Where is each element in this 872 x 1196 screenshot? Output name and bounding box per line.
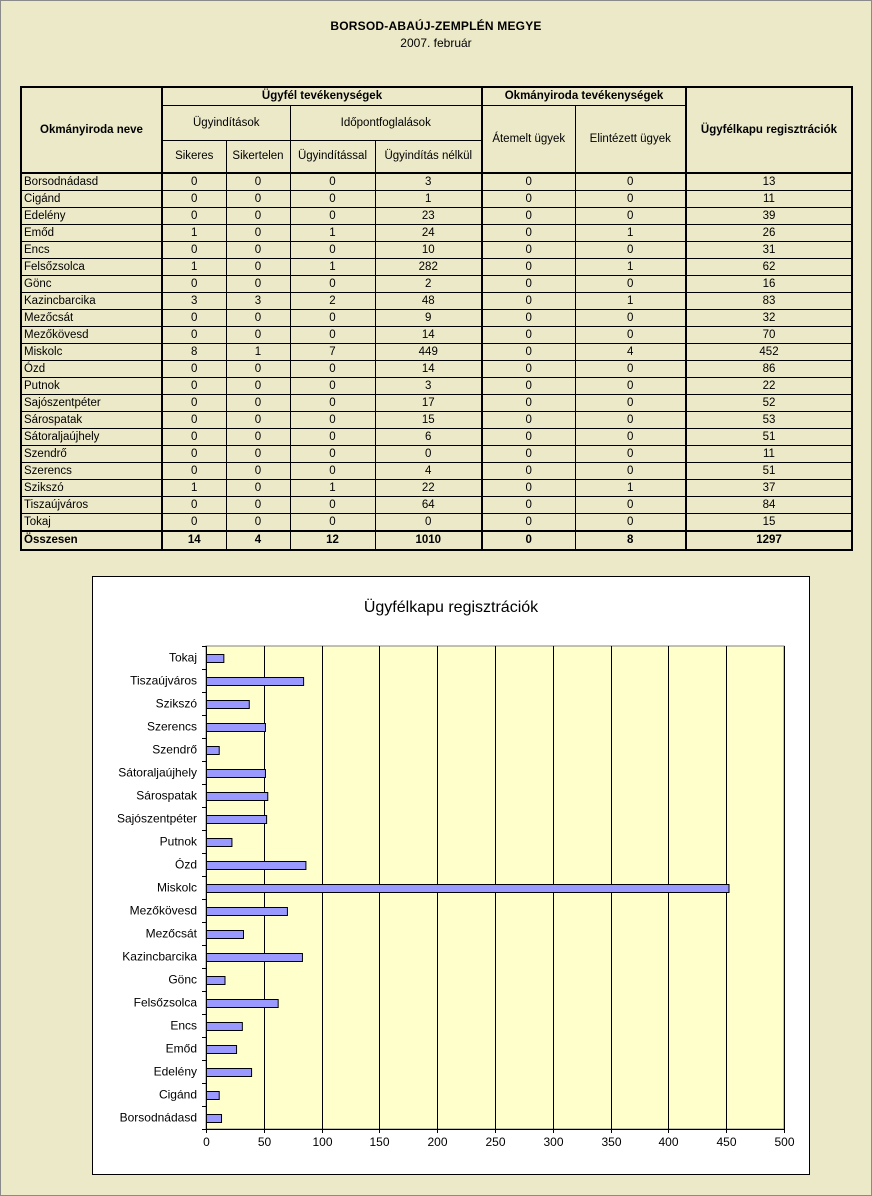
table-row — [21, 395, 852, 412]
sub-initiations: Ügyindítások — [162, 105, 290, 140]
value-cell: 0 — [482, 497, 575, 514]
col-fail: Sikertelen — [226, 140, 290, 173]
y-category-label: Kazincbarcika — [122, 949, 197, 964]
value-cell: 0 — [226, 310, 290, 327]
value-cell: 0 — [162, 361, 226, 378]
bar — [207, 770, 266, 778]
value-cell: 1 — [162, 259, 226, 276]
value-cell: 11 — [686, 191, 852, 208]
value-cell: 0 — [290, 514, 375, 532]
value-cell: 0 — [226, 242, 290, 259]
value-cell: 32 — [686, 310, 852, 327]
table-row — [21, 378, 852, 395]
table-row — [21, 310, 852, 327]
value-cell: 0 — [226, 361, 290, 378]
sub-appointments: Időpontfoglalások — [290, 105, 482, 140]
value-cell: 0 — [226, 208, 290, 225]
office-name-cell: Mezőcsát — [21, 310, 162, 327]
office-name-cell: Tokaj — [21, 514, 162, 532]
value-cell: 7 — [290, 344, 375, 361]
value-cell: 0 — [226, 276, 290, 293]
x-tick-label: 450 — [716, 1135, 737, 1149]
x-tick-label: 200 — [427, 1135, 448, 1149]
x-tick-label: 50 — [257, 1135, 272, 1149]
value-cell: 16 — [686, 276, 852, 293]
value-cell: 8 — [162, 344, 226, 361]
col-office-name: Okmányiroda neve — [21, 87, 162, 173]
y-category-label: Sajószentpéter — [116, 811, 197, 826]
table-row — [21, 293, 852, 310]
value-cell: 3 — [375, 173, 482, 191]
value-cell: 9 — [375, 310, 482, 327]
office-name-cell: Borsodnádasd — [21, 173, 162, 191]
value-cell: 0 — [226, 259, 290, 276]
value-cell: 0 — [162, 276, 226, 293]
value-cell: 1 — [575, 293, 686, 310]
col-registrations: Ügyfélkapu regisztrációk — [686, 87, 852, 173]
y-category-label: Gönc — [168, 972, 197, 987]
x-tick-label: 250 — [485, 1135, 506, 1149]
value-cell: 0 — [162, 191, 226, 208]
value-cell: 0 — [162, 463, 226, 480]
table-total-row — [21, 531, 852, 550]
value-cell: 0 — [575, 361, 686, 378]
value-cell: 0 — [226, 327, 290, 344]
value-cell: 31 — [686, 242, 852, 259]
value-cell: 15 — [375, 412, 482, 429]
value-cell: 84 — [686, 497, 852, 514]
value-cell: 26 — [686, 225, 852, 242]
y-category-label: Miskolc — [156, 880, 197, 895]
y-category-label: Mezőkövesd — [129, 903, 197, 918]
col-transferred: Átemelt ügyek — [482, 105, 575, 173]
value-cell: 0 — [482, 208, 575, 225]
value-cell: 0 — [482, 531, 575, 550]
value-cell: 0 — [482, 310, 575, 327]
office-name-cell: Emőd — [21, 225, 162, 242]
table-row — [21, 327, 852, 344]
value-cell: 2 — [375, 276, 482, 293]
value-cell: 2 — [290, 293, 375, 310]
value-cell: 4 — [226, 531, 290, 550]
value-cell: 64 — [375, 497, 482, 514]
value-cell: 0 — [290, 208, 375, 225]
value-cell: 37 — [686, 480, 852, 497]
value-cell: 0 — [575, 327, 686, 344]
value-cell: 3 — [226, 293, 290, 310]
value-cell: 24 — [375, 225, 482, 242]
value-cell: 0 — [575, 191, 686, 208]
value-cell: 0 — [482, 395, 575, 412]
value-cell: 0 — [290, 395, 375, 412]
bar — [207, 931, 244, 939]
y-category-label: Borsodnádasd — [119, 1110, 197, 1125]
chart-panel — [92, 576, 810, 1175]
statistics-table — [20, 86, 853, 551]
table-row — [21, 429, 852, 446]
value-cell: 0 — [162, 208, 226, 225]
x-tick-label: 100 — [312, 1135, 333, 1149]
value-cell: 0 — [482, 293, 575, 310]
bar — [207, 701, 250, 709]
value-cell: 0 — [290, 463, 375, 480]
value-cell: 0 — [575, 412, 686, 429]
value-cell: 48 — [375, 293, 482, 310]
office-name-cell: Encs — [21, 242, 162, 259]
value-cell: 0 — [290, 242, 375, 259]
value-cell: 0 — [290, 327, 375, 344]
value-cell: 0 — [226, 446, 290, 463]
y-category-label: Szikszó — [155, 696, 197, 711]
value-cell: 39 — [686, 208, 852, 225]
value-cell: 0 — [482, 225, 575, 242]
bar — [207, 747, 220, 755]
value-cell: 8 — [575, 531, 686, 550]
y-category-label: Tokaj — [168, 650, 197, 665]
y-category-label: Cigánd — [158, 1087, 197, 1102]
office-name-cell: Edelény — [21, 208, 162, 225]
bar — [207, 1115, 222, 1123]
value-cell: 0 — [575, 463, 686, 480]
value-cell: 0 — [575, 310, 686, 327]
value-cell: 1 — [290, 480, 375, 497]
value-cell: 0 — [162, 497, 226, 514]
x-tick-label: 500 — [774, 1135, 795, 1149]
value-cell: 0 — [575, 173, 686, 191]
value-cell: 0 — [575, 276, 686, 293]
bar — [207, 1046, 237, 1054]
x-tick-label: 0 — [203, 1135, 210, 1149]
value-cell: 14 — [162, 531, 226, 550]
value-cell: 0 — [482, 327, 575, 344]
col-handled: Elintézett ügyek — [575, 105, 686, 173]
table-row — [21, 497, 852, 514]
col-with-init: Ügyindítással — [290, 140, 375, 173]
value-cell: 3 — [162, 293, 226, 310]
value-cell: 0 — [162, 310, 226, 327]
office-name-cell: Felsőzsolca — [21, 259, 162, 276]
table-row — [21, 191, 852, 208]
value-cell: 0 — [162, 412, 226, 429]
value-cell: 0 — [482, 429, 575, 446]
bar — [207, 839, 232, 847]
table-body — [21, 173, 852, 550]
value-cell: 0 — [375, 446, 482, 463]
value-cell: 22 — [375, 480, 482, 497]
value-cell: 70 — [686, 327, 852, 344]
table-row — [21, 344, 852, 361]
value-cell: 51 — [686, 463, 852, 480]
office-name-cell: Putnok — [21, 378, 162, 395]
office-name-cell: Szendrő — [21, 446, 162, 463]
value-cell: 0 — [290, 429, 375, 446]
x-tick-label: 300 — [543, 1135, 564, 1149]
table-row — [21, 242, 852, 259]
value-cell: 0 — [290, 446, 375, 463]
value-cell: 12 — [290, 531, 375, 550]
value-cell: 0 — [290, 378, 375, 395]
value-cell: 0 — [482, 259, 575, 276]
table-row — [21, 446, 852, 463]
office-name-cell: Szerencs — [21, 463, 162, 480]
value-cell: 0 — [482, 378, 575, 395]
x-tick-label: 350 — [601, 1135, 622, 1149]
y-category-label: Ózd — [174, 857, 197, 872]
value-cell: 0 — [575, 497, 686, 514]
value-cell: 0 — [482, 463, 575, 480]
col-without-init: Ügyindítás nélkül — [375, 140, 482, 173]
value-cell: 1 — [575, 225, 686, 242]
value-cell: 0 — [226, 225, 290, 242]
value-cell: 282 — [375, 259, 482, 276]
value-cell: 0 — [226, 173, 290, 191]
office-name-cell: Sátoraljaújhely — [21, 429, 162, 446]
page-subtitle: 2007. február — [400, 36, 472, 50]
value-cell: 0 — [482, 412, 575, 429]
value-cell: 0 — [575, 208, 686, 225]
value-cell: 4 — [375, 463, 482, 480]
value-cell: 0 — [162, 173, 226, 191]
value-cell: 0 — [226, 480, 290, 497]
value-cell: 0 — [482, 173, 575, 191]
office-name-cell: Cigánd — [21, 191, 162, 208]
value-cell: 0 — [482, 191, 575, 208]
bar — [207, 1069, 252, 1077]
value-cell: 0 — [162, 395, 226, 412]
bar — [207, 1023, 243, 1031]
value-cell: 0 — [575, 446, 686, 463]
value-cell: 0 — [226, 463, 290, 480]
bar-chart — [93, 577, 809, 1174]
office-name-cell: Mezőkövesd — [21, 327, 162, 344]
table-row — [21, 208, 852, 225]
value-cell: 0 — [482, 361, 575, 378]
bar — [207, 885, 730, 893]
bar — [207, 678, 304, 686]
value-cell: 86 — [686, 361, 852, 378]
value-cell: 1 — [226, 344, 290, 361]
value-cell: 0 — [482, 514, 575, 532]
office-name-cell: Szikszó — [21, 480, 162, 497]
bar — [207, 724, 266, 732]
value-cell: 1 — [162, 225, 226, 242]
table-row — [21, 225, 852, 242]
office-name-cell: Sajószentpéter — [21, 395, 162, 412]
value-cell: 0 — [482, 344, 575, 361]
value-cell: 1 — [290, 259, 375, 276]
value-cell: 0 — [290, 191, 375, 208]
value-cell: 14 — [375, 361, 482, 378]
y-category-label: Encs — [170, 1018, 197, 1033]
value-cell: 0 — [162, 378, 226, 395]
office-name-cell: Tiszaújváros — [21, 497, 162, 514]
value-cell: 10 — [375, 242, 482, 259]
value-cell: 0 — [162, 242, 226, 259]
value-cell: 1 — [290, 225, 375, 242]
value-cell: 0 — [482, 276, 575, 293]
table-row — [21, 412, 852, 429]
office-name-cell: Miskolc — [21, 344, 162, 361]
bar — [207, 908, 288, 916]
value-cell: 1 — [575, 480, 686, 497]
value-cell: 0 — [226, 395, 290, 412]
value-cell: 0 — [375, 514, 482, 532]
value-cell: 0 — [226, 412, 290, 429]
office-name-cell: Kazincbarcika — [21, 293, 162, 310]
value-cell: 14 — [375, 327, 482, 344]
value-cell: 4 — [575, 344, 686, 361]
office-name-cell: Ózd — [21, 361, 162, 378]
value-cell: 1297 — [686, 531, 852, 550]
value-cell: 0 — [162, 429, 226, 446]
table-row — [21, 361, 852, 378]
value-cell: 0 — [226, 429, 290, 446]
value-cell: 0 — [226, 514, 290, 532]
value-cell: 0 — [290, 310, 375, 327]
value-cell: 17 — [375, 395, 482, 412]
value-cell: 1 — [575, 259, 686, 276]
table-row — [21, 173, 852, 191]
bar — [207, 793, 268, 801]
y-category-label: Mezőcsát — [145, 926, 197, 941]
y-category-label: Felsőzsolca — [133, 995, 197, 1010]
y-category-label: Szerencs — [146, 719, 197, 734]
value-cell: 15 — [686, 514, 852, 532]
table-row — [21, 514, 852, 532]
value-cell: 3 — [375, 378, 482, 395]
group-office-activities: Okmányiroda tevékenységek — [482, 87, 686, 105]
value-cell: 0 — [226, 497, 290, 514]
x-tick-label: 400 — [658, 1135, 679, 1149]
bar — [207, 1092, 220, 1100]
value-cell: 1010 — [375, 531, 482, 550]
value-cell: 0 — [482, 446, 575, 463]
bar — [207, 862, 306, 870]
group-client-activities: Ügyfél tevékenységek — [162, 87, 482, 105]
table-row — [21, 480, 852, 497]
office-name-cell: Összesen — [21, 531, 162, 550]
value-cell: 53 — [686, 412, 852, 429]
col-success: Sikeres — [162, 140, 226, 173]
value-cell: 52 — [686, 395, 852, 412]
value-cell: 0 — [290, 276, 375, 293]
bar — [207, 1000, 279, 1008]
table-row — [21, 276, 852, 293]
value-cell: 0 — [482, 242, 575, 259]
value-cell: 452 — [686, 344, 852, 361]
value-cell: 51 — [686, 429, 852, 446]
value-cell: 1 — [375, 191, 482, 208]
value-cell: 449 — [375, 344, 482, 361]
value-cell: 0 — [575, 378, 686, 395]
value-cell: 0 — [290, 412, 375, 429]
value-cell: 0 — [162, 446, 226, 463]
value-cell: 1 — [162, 480, 226, 497]
value-cell: 22 — [686, 378, 852, 395]
y-category-label: Sátoraljaújhely — [118, 765, 197, 780]
value-cell: 0 — [575, 514, 686, 532]
y-category-label: Edelény — [153, 1064, 197, 1079]
office-name-cell: Gönc — [21, 276, 162, 293]
value-cell: 13 — [686, 173, 852, 191]
table-row — [21, 259, 852, 276]
value-cell: 23 — [375, 208, 482, 225]
bar — [207, 977, 225, 985]
y-category-label: Szendrő — [152, 742, 197, 757]
bar — [207, 655, 224, 663]
y-category-label: Emőd — [165, 1041, 197, 1056]
value-cell: 0 — [226, 378, 290, 395]
y-category-label: Tiszaújváros — [130, 673, 197, 688]
value-cell: 0 — [482, 480, 575, 497]
value-cell: 62 — [686, 259, 852, 276]
value-cell: 83 — [686, 293, 852, 310]
value-cell: 11 — [686, 446, 852, 463]
x-tick-label: 150 — [369, 1135, 390, 1149]
value-cell: 0 — [162, 327, 226, 344]
value-cell: 0 — [575, 429, 686, 446]
value-cell: 0 — [226, 191, 290, 208]
chart-title: Ügyfélkapu regisztrációk — [363, 599, 539, 616]
value-cell: 0 — [290, 361, 375, 378]
y-category-label: Putnok — [159, 834, 197, 849]
bar — [207, 816, 267, 824]
value-cell: 0 — [290, 173, 375, 191]
office-name-cell: Sárospatak — [21, 412, 162, 429]
value-cell: 0 — [290, 497, 375, 514]
y-category-label: Sárospatak — [136, 788, 197, 803]
value-cell: 0 — [162, 514, 226, 532]
value-cell: 0 — [575, 395, 686, 412]
table-row — [21, 463, 852, 480]
value-cell: 0 — [575, 242, 686, 259]
bar — [207, 954, 303, 962]
value-cell: 6 — [375, 429, 482, 446]
page-title: BORSOD-ABAÚJ-ZEMPLÉN MEGYE — [330, 19, 542, 33]
